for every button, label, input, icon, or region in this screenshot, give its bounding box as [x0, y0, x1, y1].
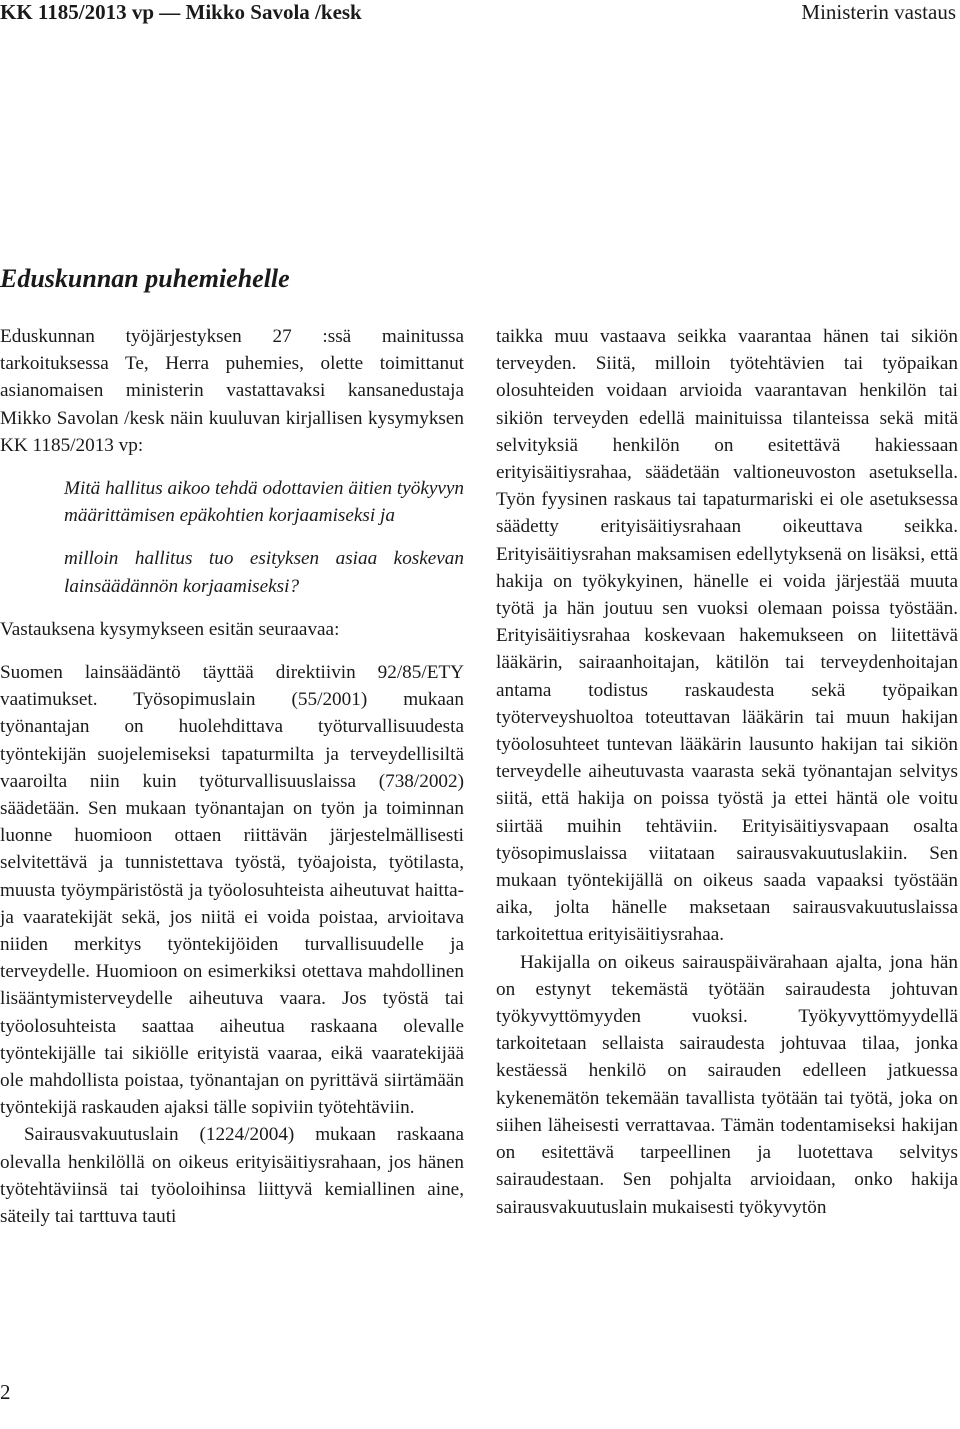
addressee-heading: Eduskunnan puhemiehelle: [0, 264, 290, 293]
left-column: [0, 323, 464, 1230]
answer-paragraph-3: taikka muu vastaava seikka vaarantaa hänen tai sikiön terveyden. Siitä, milloin työtehtävien tai työpaikan olosuhteiden voidaan arvioida vaarantavan henkilön tai sikiön terveyden edellä mainituissa tilanteissa sekä mitä selvityksiä henkilön on esitettävä hakiessaan erityisäitiysrahaa, säädetään valtioneuvoston asetuksella. Työn fyysinen raskaus tai tapaturmariski ei ole asetuksessa säädetty erityisäitiysrahaan oikeuttava seikka. Erityisäitiysrahan maksamisen edellytyksenä on lisäksi, että hakija on työkykyinen, hänelle ei voida järjestää muuta työtä ja hän joutuu sen vuoksi olemaan poissa työstään. Erityisäitiysrahaa koskevaan hakemukseen on liitettävä lääkärin, sairaanhoitajan, kätilön tai terveydenhoitajan antama todistus raskaudesta sekä työpaikan työterveyshuoltoa toteuttavan lääkärin tai muun hakijan työolosuhteet tuntevan lääkärin lausunto hakijan tai sikiön terveydelle aiheutuvasta vaarasta sekä työnantajan selvitys siitä, että hakija on poissa työstä ja ettei häntä ole voitu siirtää muihin tehtäviin. Erityisäitiysvapaan osalta työsopimuslaissa viitataan sairausvakuutuslakiin. Sen mukaan työntekijällä on oikeus saada vapaaksi työstään aika, jolta hänelle maksetaan sairausvakuutuslaissa tarkoitettua erityisäitiysrahaa.: [496, 326, 958, 946]
answer-intro: Vastauksena kysymykseen esitän seuraavaa:: [0, 618, 340, 640]
intro-paragraph: Eduskunnan työjärjestyksen 27 :ssä mainitussa tarkoituksessa Te, Herra puhemies, olette toimittanut asianomaisen ministerin vastattavaksi kansanedustaja Mikko Savolan /kesk näin kuuluvan kirjallisen kysymyksen KK 1185/2013 vp:: [0, 326, 464, 456]
answer-paragraph-4: Hakijalla on oikeus sairauspäivärahaan ajalta, jona hän on estynyt tekemästä työtään sairaudesta johtuvan työkyvyttömyyden vuoksi. Työkyvyttömyydellä tarkoitetaan sellaista sairaudesta johtuvaa tilaa, jonka kestäessä henkilö on sairauden edelleen jatkuessa kykenemätön tekemään tavallista työtään tai työtä, joka on siihen läheisesti verrattavaa. Tämän todentamiseksi hakijan on esitettävä tarpeellinen ja luotettava selvitys sairaudestaan. Sen pohjalta arvioidaan, onko hakija sairausvakuutuslain mukaisesti työkyvytön: [496, 951, 958, 1218]
question-part-1: Mitä hallitus aikoo tehdä odottavien äitien työkyvyn määrittämisen epäkohtien korjaamiseksi ja: [64, 478, 464, 527]
right-column: [496, 323, 958, 1221]
page-number: 2: [0, 1380, 11, 1404]
header-section-title: Ministerin vastaus: [801, 0, 956, 24]
question-part-2: milloin hallitus tuo esityksen asiaa koskevan lainsäädännön korjaamiseksi?: [64, 548, 464, 597]
header-document-id: KK 1185/2013 vp — Mikko Savola /kesk: [0, 0, 362, 24]
answer-paragraph-1: Suomen lainsäädäntö täyttää direktiivin 92/85/ETY vaatimukset. Työsopimuslain (55/2001) mukaan työnantajan on huolehdittava työturvallisuudesta työntekijän suojelemiseksi tapaturmilta ja terveydellisiltä vaaroilta niin kuin työturvallisuuslaissa (738/2002) säädetään. Sen mukaan työnantajan on työn ja toiminnan luonne huomioon ottaen riittävän järjestelmällisesti selvitettävä ja tunnistettava työstä, työajoista, työtilasta, muusta työympäristöstä ja työolosuhteista aiheutuvat haitta- ja vaaratekijät sekä, jos niitä ei voida poistaa, arvioitava niiden merkitys työntekijöiden turvallisuudelle ja terveydelle. Huomioon on esimerkiksi otettava mahdollinen lisääntymisterveydelle aiheutuva vaara. Jos työstä tai työolosuhteista saattaa aiheutua raskaana olevalle työntekijälle tai sikiölle erityistä vaaraa, eikä vaaratekijää ole mahdollista poistaa, työnantajan on pyrittävä siirtämään työntekijä raskauden ajaksi tälle sopiviin työtehtäviin.: [0, 662, 464, 1119]
answer-paragraph-2: Sairausvakuutuslain (1224/2004) mukaan raskaana olevalla henkilöllä on oikeus erityisäitiysrahaan, jos hänen työtehtäviinsä tai työoloihinsa liittyvä kemiallinen aine, säteily tai tarttuva tauti: [0, 1124, 464, 1228]
